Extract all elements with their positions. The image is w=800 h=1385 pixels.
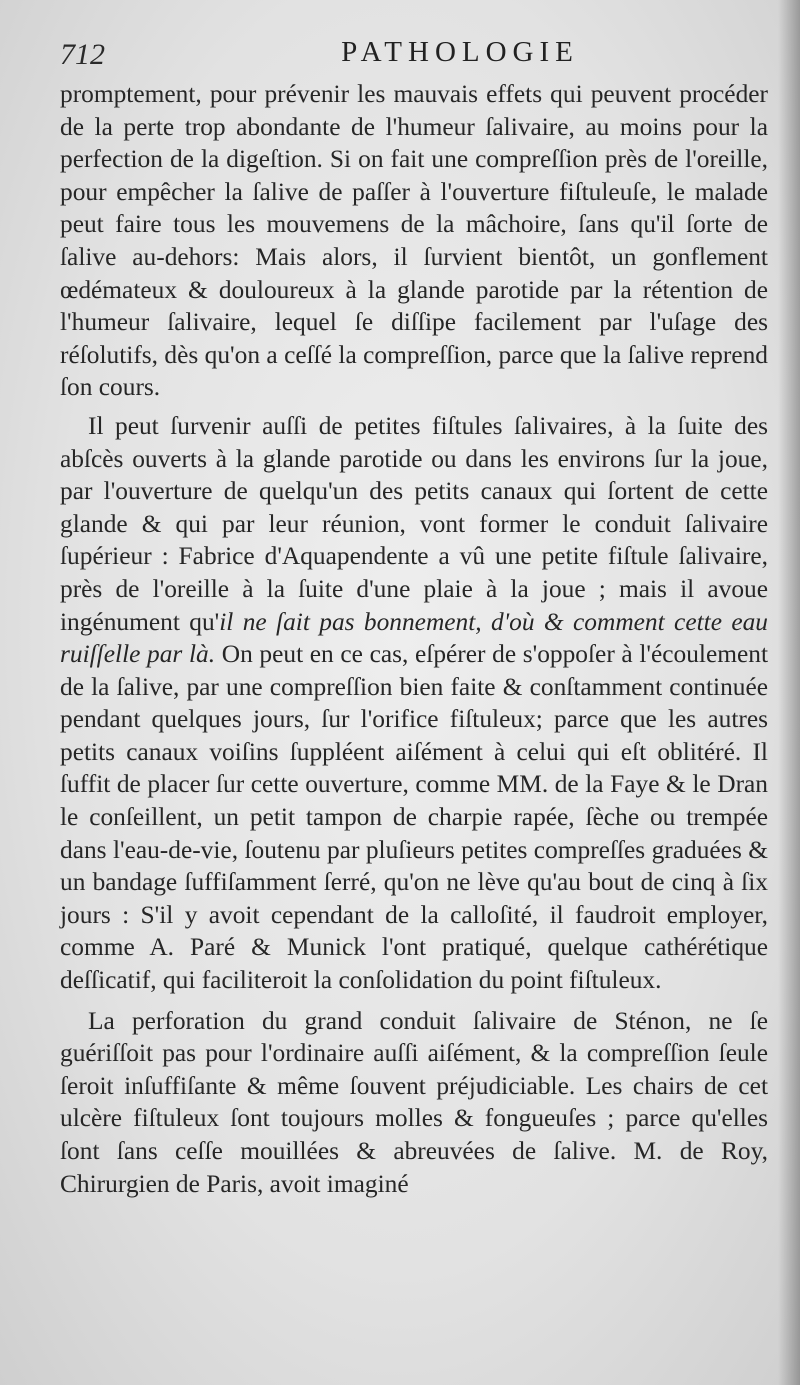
paragraph-2 bbox=[60, 410, 768, 997]
paragraph-1: promptement, pour prévenir les mauvais effets qui peuvent procéder de la perte trop abondante de l'humeur ſalivaire, au moins pour la perfection de la digeſtion. Si on fait une compreſſion près de l'oreille, pour empêcher la ſalive de paſſer à l'ouverture fiſtuleuſe, le malade peut faire tous les mouvemens de la mâchoire, ſans qu'il ſorte de ſalive au-dehors: Mais alors, il ſurvient bientôt, un gonflement œdémateux & douloureux à la glande parotide par la rétention de l'humeur ſalivaire, lequel ſe diſſipe facilement par l'uſage des réſolutifs, dès qu'on a ceſſé la compreſſion, parce que la ſalive reprend ſon cours. bbox=[60, 80, 768, 402]
paragraph-3: La perforation du grand conduit ſalivaire de Sténon, ne ſe guériſſoit pas pour l'ordinaire auſſi aiſément, & la compreſſion ſeule ſeroit inſuffiſante & même ſouvent préjudiciable. Les chairs de cet ulcère fiſtuleux ſont toujours molles & fongueuſes ; parce qu'elles ſont ſans ceſſe mouillées & abreuvées de ſalive. M. de Roy, Chirurgien de Paris, avoit imaginé bbox=[60, 1006, 768, 1198]
paragraph-2-quote: il ne ſait pas bonnement, d'où & comment cette eau ruiſſelle par là. bbox=[60, 607, 769, 669]
paragraph-2-continuation: On peut en ce cas, eſpérer de s'oppoſer à l'écoulement de la ſalive, par une compreſſion bien faite & conſtamment continuée pendant quelques jours, ſur l'orifice fiſtuleux; parce que les autres petits canaux voiſins ſuppléent aiſément à celui qui eſt oblitéré. Il ſuffit de placer ſur cette ouverture, comme MM. de la Faye & le Dran le conſeillent, un petit tampon de charpie rapée, ſèche ou trempée dans l'eau-de-vie, ſoutenu par pluſieurs petites compreſſes graduées & un bandage ſuffiſamment ſerré, qu'on ne lève qu'au bout de cinq à ſix jours : S'il y avoit cependant de la calloſité, il faudroit employer, comme A. Paré & Munick l'ont pratiqué, quelque cathérétique deſſicatif, qui faciliteroit la conſolidation du point fiſtuleux. bbox=[60, 640, 769, 995]
page-header bbox=[60, 32, 770, 76]
body-text bbox=[60, 78, 768, 1200]
page-number: 712 bbox=[60, 38, 105, 71]
paragraph-2-text: Il peut ſurvenir auſſi de petites fiſtules ſalivaires, à la ſuite des abſcès ouverts à la glande parotide ou dans les environs ſur la joue, par l'ouverture de quelqu'un des petits canaux qui ſortent de cette glande & qui par leur réunion, vont former le conduit ſalivaire ſupérieur : Fabrice d'Aquapendente a vû une petite fiſtule ſalivaire, près de l'oreille à la ſuite d'une plaie à la joue ; mais il avoue ingénument qu' bbox=[60, 411, 768, 636]
running-head: PATHOLOGIE bbox=[341, 36, 579, 68]
